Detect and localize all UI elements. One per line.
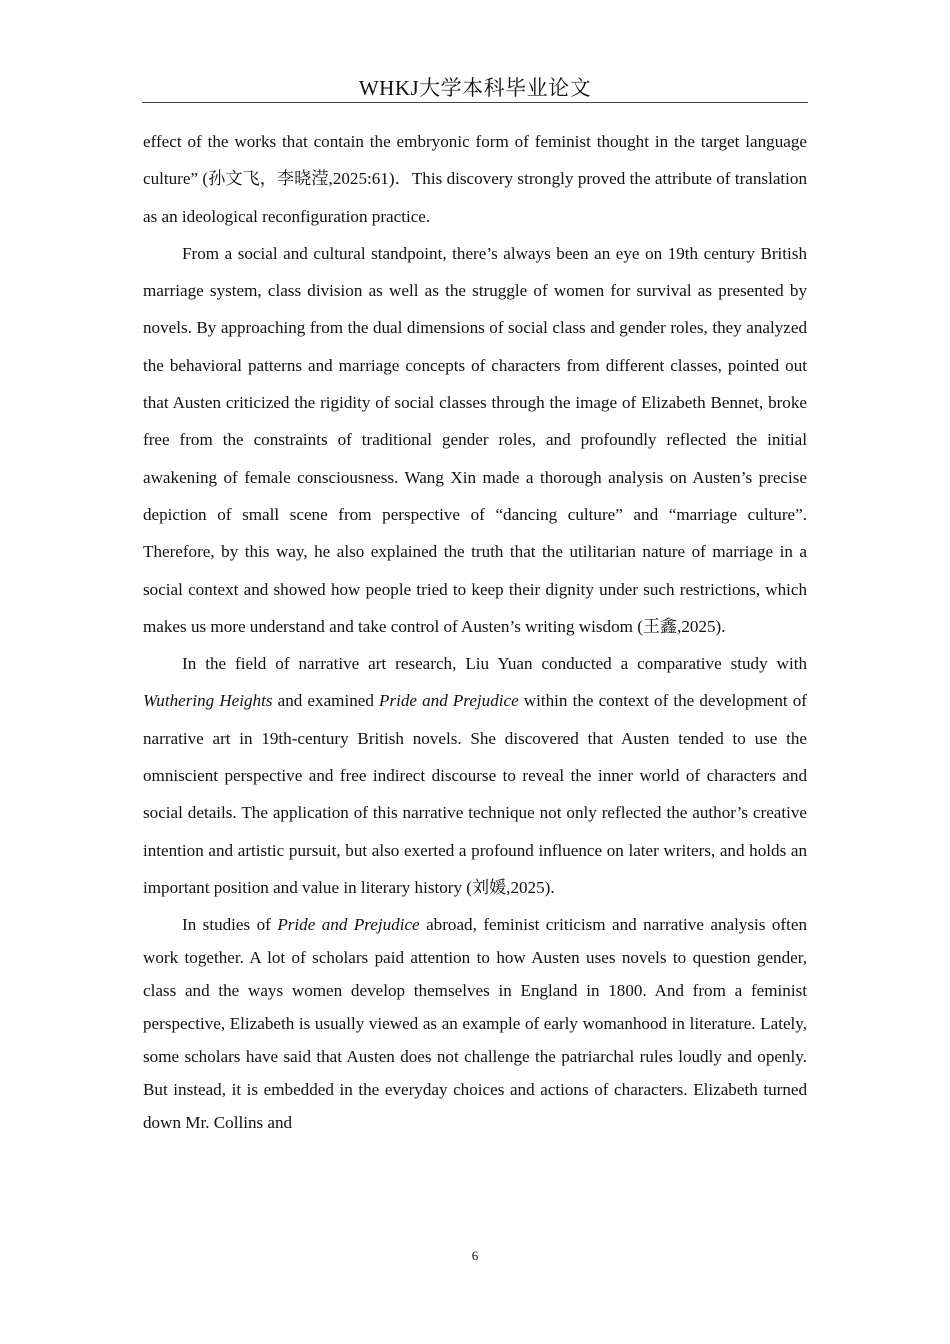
page-header-title: WHKJ大学本科毕业论文 — [358, 76, 592, 100]
paragraph-3-rest: within the context of the development of narrative art in 19th-century British novels. She discovered that Austen tended to use the omniscient perspective and free indirect discourse to reveal the inner world of characters and social details. The application of this narrative technique not only reflected the author’s creative intention and artistic pursuit, but also exerted a profound influence on later writers, and holds an important position and value in literary history (刘媛,2025). — [143, 691, 808, 897]
paragraph-4 — [143, 908, 807, 1139]
paragraph-4-intro: In studies of — [182, 915, 271, 935]
book-title-wuthering-heights: Wuthering Heights — [143, 691, 273, 711]
paragraph-3-intro: In the field of narrative art research, Liu Yuan conducted a comparative study with — [182, 654, 807, 674]
paragraph-1: effect of the works that contain the embryonic form of feminist thought in the target language culture” (孙文飞，李晓滢,2025:61)．This discovery strongly proved the attribute of translation as an ideological reconfiguration practice. — [143, 132, 807, 226]
page-number: 6 — [471, 1248, 479, 1263]
header-rule — [142, 102, 808, 103]
book-title-pride-and-prejudice: Pride and Prejudice — [379, 691, 519, 711]
paragraph-3-mid: and examined — [277, 691, 374, 711]
paragraph-2: From a social and cultural standpoint, there’s always been an eye on 19th century British marriage system, class division as well as the struggle of women for survival as presented by novels. By approaching from the dual dimensions of social class and gender roles, they analyzed the behavioral patterns and marriage concepts of characters from different classes, pointed out that Austen criticized the rigidity of social classes through the image of Elizabeth Bennet, broke free from the constraints of traditional gender roles, and profoundly reflected the initial awakening of female consciousness. Wang Xin made a thorough analysis on Austen’s precise depiction of small scene from perspective of “dancing culture” and “marriage culture”. Therefore, by this way, he also explained the truth that the utilitarian nature of marriage in a social context and showed how people tried to keep their dignity under such restrictions, which makes us more understand and take control of Austen’s writing wisdom (王鑫,2025). — [143, 243, 807, 636]
book-title-pride-and-prejudice: Pride and Prejudice — [277, 915, 420, 935]
paragraph-3 — [143, 645, 807, 906]
body-text — [143, 123, 807, 1139]
paragraph-4-rest: abroad, feminist criticism and narrative analysis often work together. A lot of scholars paid attention to how Austen uses novels to question gender, class and the ways women develop themselves in England in 1800. And from a feminist perspective, Elizabeth is usually viewed as an example of early womanhood in literature. Lately, some scholars have said that Austen does not challenge the patriarchal rules loudly and openly. But instead, it is embedded in the everyday choices and actions of characters. Elizabeth turned down Mr. Collins and — [143, 915, 807, 1133]
